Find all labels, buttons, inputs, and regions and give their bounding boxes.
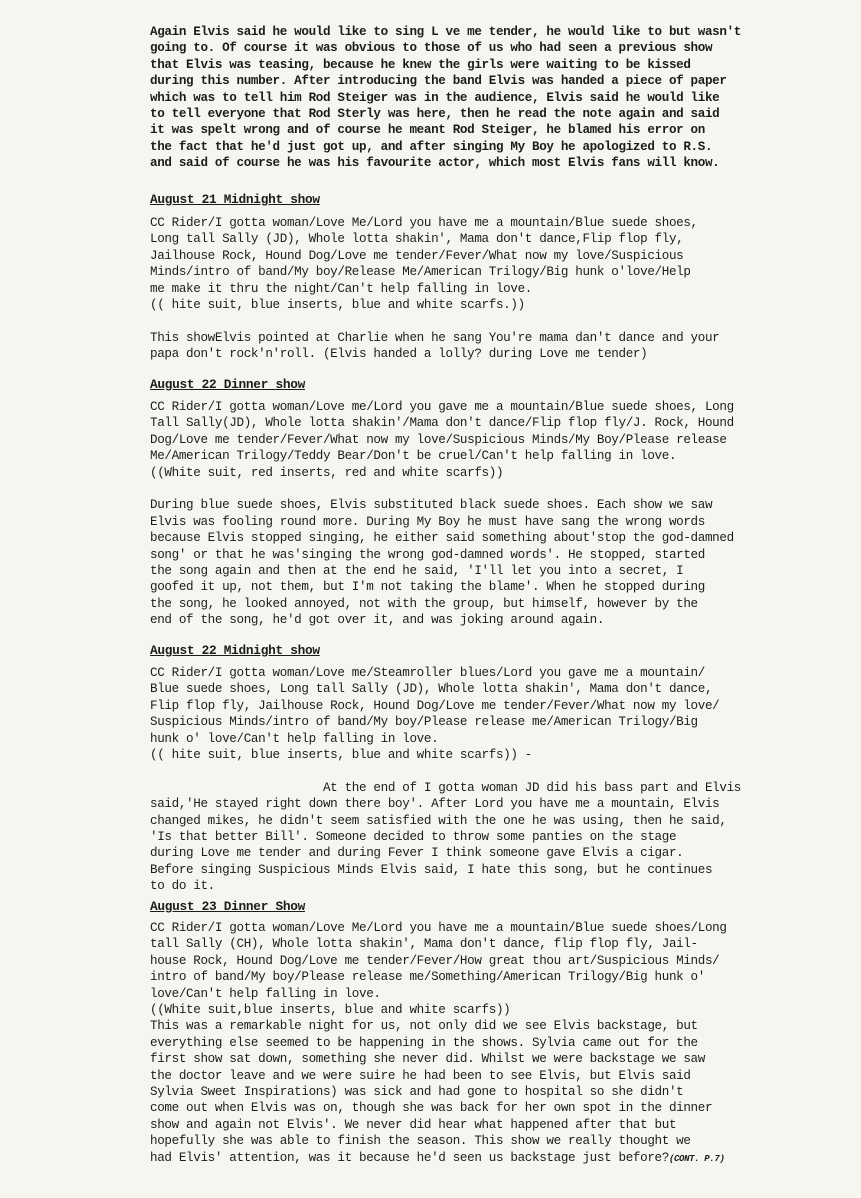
text-line: hunk o' love/Can't help falling in love. — [150, 731, 439, 746]
text-line: intro of band/My boy/Please release me/Something/American Trilogy/Big hunk o' — [150, 970, 705, 985]
text-line: Tall Sally(JD), Whole lotta shakin'/Mama don't dance/Flip flop fly/J. Rock, Hound — [150, 416, 734, 431]
text-line: changed mikes, he didn't seem satisfied with the one he was using, then he said, — [150, 813, 727, 828]
text-line: the doctor leave and we were suire he had been to see Elvis, but Elvis said — [150, 1068, 691, 1083]
text-line — [150, 313, 815, 329]
intro-paragraph — [150, 24, 815, 172]
text-line: tall Sally (CH), Whole lotta shakin', Mama don't dance, flip flop fly, Jail- — [150, 937, 698, 952]
text-line: Suspicious Minds/intro of band/My boy/Please release me/American Trilogy/Big — [150, 715, 698, 730]
text-line: the song, he looked annoyed, not with the group, but himself, however by the — [150, 596, 698, 611]
text-line: during Love me tender and during Fever I think someone gave Elvis a cigar. — [150, 846, 684, 861]
text-line: CC Rider/I gotta woman/Love me/Lord you gave me a mountain/Blue suede shoes, Long — [150, 400, 734, 414]
text-line: Before singing Suspicious Minds Elvis said, I hate this song, but he continues — [150, 862, 713, 877]
text-line: papa don't rock'n'roll. (Elvis handed a lolly? during Love me tender) — [150, 347, 648, 362]
text-line: everything else seemed to be happening in the shows. Sylvia came out for the — [150, 1035, 698, 1050]
text-line: This was a remarkable night for us, not only did we see Elvis backstage, but — [150, 1019, 698, 1034]
text-line: show and again not Elvis'. We never did hear what happened after that but — [150, 1117, 677, 1132]
text-line: first show sat down, something she never did. Whilst we were backstage we saw — [150, 1052, 705, 1067]
text-line: and said of course he was his favourite actor, which most Elvis fans will know. — [150, 156, 720, 171]
section-heading: August 22 Midnight show — [150, 643, 320, 658]
text-line: ((White suit,blue inserts, blue and white scarfs)) — [150, 1003, 511, 1018]
text-line: CC Rider/I gotta woman/Love Me/Lord you have me a mountain/Blue suede shoes/Long — [150, 921, 727, 935]
text-line: come out when Elvis was on, though she was back for her own spot in the dinner — [150, 1101, 713, 1116]
section-aug22-midnight — [150, 642, 815, 895]
text-line: CC Rider/I gotta woman/Love me/Steamroller blues/Lord you gave me a mountain/ — [150, 666, 705, 680]
text-line: to tell everyone that Rod Sterly was here, then he read the note again and said — [150, 107, 720, 122]
text-line: Flip flop fly, Jailhouse Rock, Hound Dog/Love me tender/Fever/What now my love/ — [150, 698, 720, 713]
text-line: the fact that he'd just got up, and after singing My Boy he apologized to R.S. — [150, 139, 713, 154]
text-line — [150, 763, 815, 779]
text-line: This showElvis pointed at Charlie when he sang You're mama dan't dance and your — [150, 330, 720, 345]
text-line: the song again and then at the end he said, 'I'll let you into a secret, I — [150, 564, 684, 579]
text-line: Jailhouse Rock, Hound Dog/Love me tender/Fever/What now my love/Suspicious — [150, 248, 684, 263]
text-line: Again Elvis said he would like to sing L ve me tender, he would like to but wasn't — [150, 25, 742, 39]
text-line: Dog/Love me tender/Fever/What now my love/Suspicious Minds/My Boy/Please release — [150, 432, 727, 447]
text-line: CC Rider/I gotta woman/Love Me/Lord you have me a mountain/Blue suede shoes, — [150, 216, 698, 230]
last-line-text: had Elvis' attention, was it because he'd seen us backstage just before? — [150, 1150, 669, 1165]
text-line: house Rock, Hound Dog/Love me tender/Fever/How great thou art/Suspicious Minds/ — [150, 953, 720, 968]
text-line: song' or that he was'singing the wrong god-damned words'. He stopped, started — [150, 547, 705, 562]
text-line: Elvis was fooling round more. During My Boy he must have sang the wrong words — [150, 514, 705, 529]
text-line: said,'He stayed right down there boy'. After Lord you have me a mountain, Elvis — [150, 797, 720, 812]
text-line: (( hite suit, blue inserts, blue and white scarfs.)) — [150, 298, 525, 313]
section-aug23-dinner — [150, 898, 815, 1167]
text-line: love/Can't help falling in love. — [150, 986, 381, 1001]
text-line: it was spelt wrong and of course he meant Rod Steiger, he blamed his error on — [150, 123, 705, 138]
text-line — [150, 481, 815, 497]
section-aug22-dinner — [150, 376, 815, 629]
section-heading: August 23 Dinner Show — [150, 899, 305, 914]
section-aug21-midnight — [150, 191, 815, 363]
text-line: because Elvis stopped singing, he either said something about'stop the god-damned — [150, 531, 734, 546]
text-line: At the end of I gotta woman JD did his bass part and Elvis — [150, 780, 742, 795]
text-line: end of the song, he'd got over it, and was joking around again. — [150, 613, 605, 628]
text-line: Blue suede shoes, Long tall Sally (JD), Whole lotta shakin', Mama don't dance, — [150, 682, 713, 697]
text-line: 'Is that better Bill'. Someone decided to throw some panties on the stage — [150, 830, 677, 845]
text-line — [150, 1150, 815, 1167]
text-line: ((White suit, red inserts, red and white scarfs)) — [150, 465, 504, 480]
section-heading: August 21 Midnight show — [150, 192, 320, 207]
text-line: during this number. After introducing the band Elvis was handed a piece of paper — [150, 74, 727, 89]
text-line: Long tall Sally (JD), Whole lotta shakin', Mama don't dance,Flip flop fly, — [150, 232, 684, 247]
continued-note: (CONT. P.7) — [668, 1153, 725, 1164]
text-line: hopefully she was able to finish the season. This show we really thought we — [150, 1134, 691, 1149]
text-line: (( hite suit, blue inserts, blue and white scarfs)) - — [150, 748, 532, 763]
text-line: which was to tell him Rod Steiger was in the audience, Elvis said he would like — [150, 90, 720, 105]
text-line: goofed it up, not them, but I'm not taking the blame'. When he stopped during — [150, 580, 705, 595]
text-line: going to. Of course it was obvious to those of us who had seen a previous show — [150, 41, 713, 56]
text-line: Me/American Trilogy/Teddy Bear/Don't be cruel/Can't help falling in love. — [150, 449, 677, 464]
text-line: Sylvia Sweet Inspirations) was sick and had gone to hospital so she didn't — [150, 1085, 684, 1100]
section-heading: August 22 Dinner show — [150, 377, 305, 392]
text-line: that Elvis was teasing, because he knew the girls were waiting to be kissed — [150, 57, 691, 72]
text-line: me make it thru the night/Can't help falling in love. — [150, 281, 532, 296]
text-line: to do it. — [150, 879, 215, 894]
text-line: During blue suede shoes, Elvis substituted black suede shoes. Each show we saw — [150, 498, 713, 513]
text-line: Minds/intro of band/My boy/Release Me/American Trilogy/Big hunk o'love/Help — [150, 265, 691, 280]
